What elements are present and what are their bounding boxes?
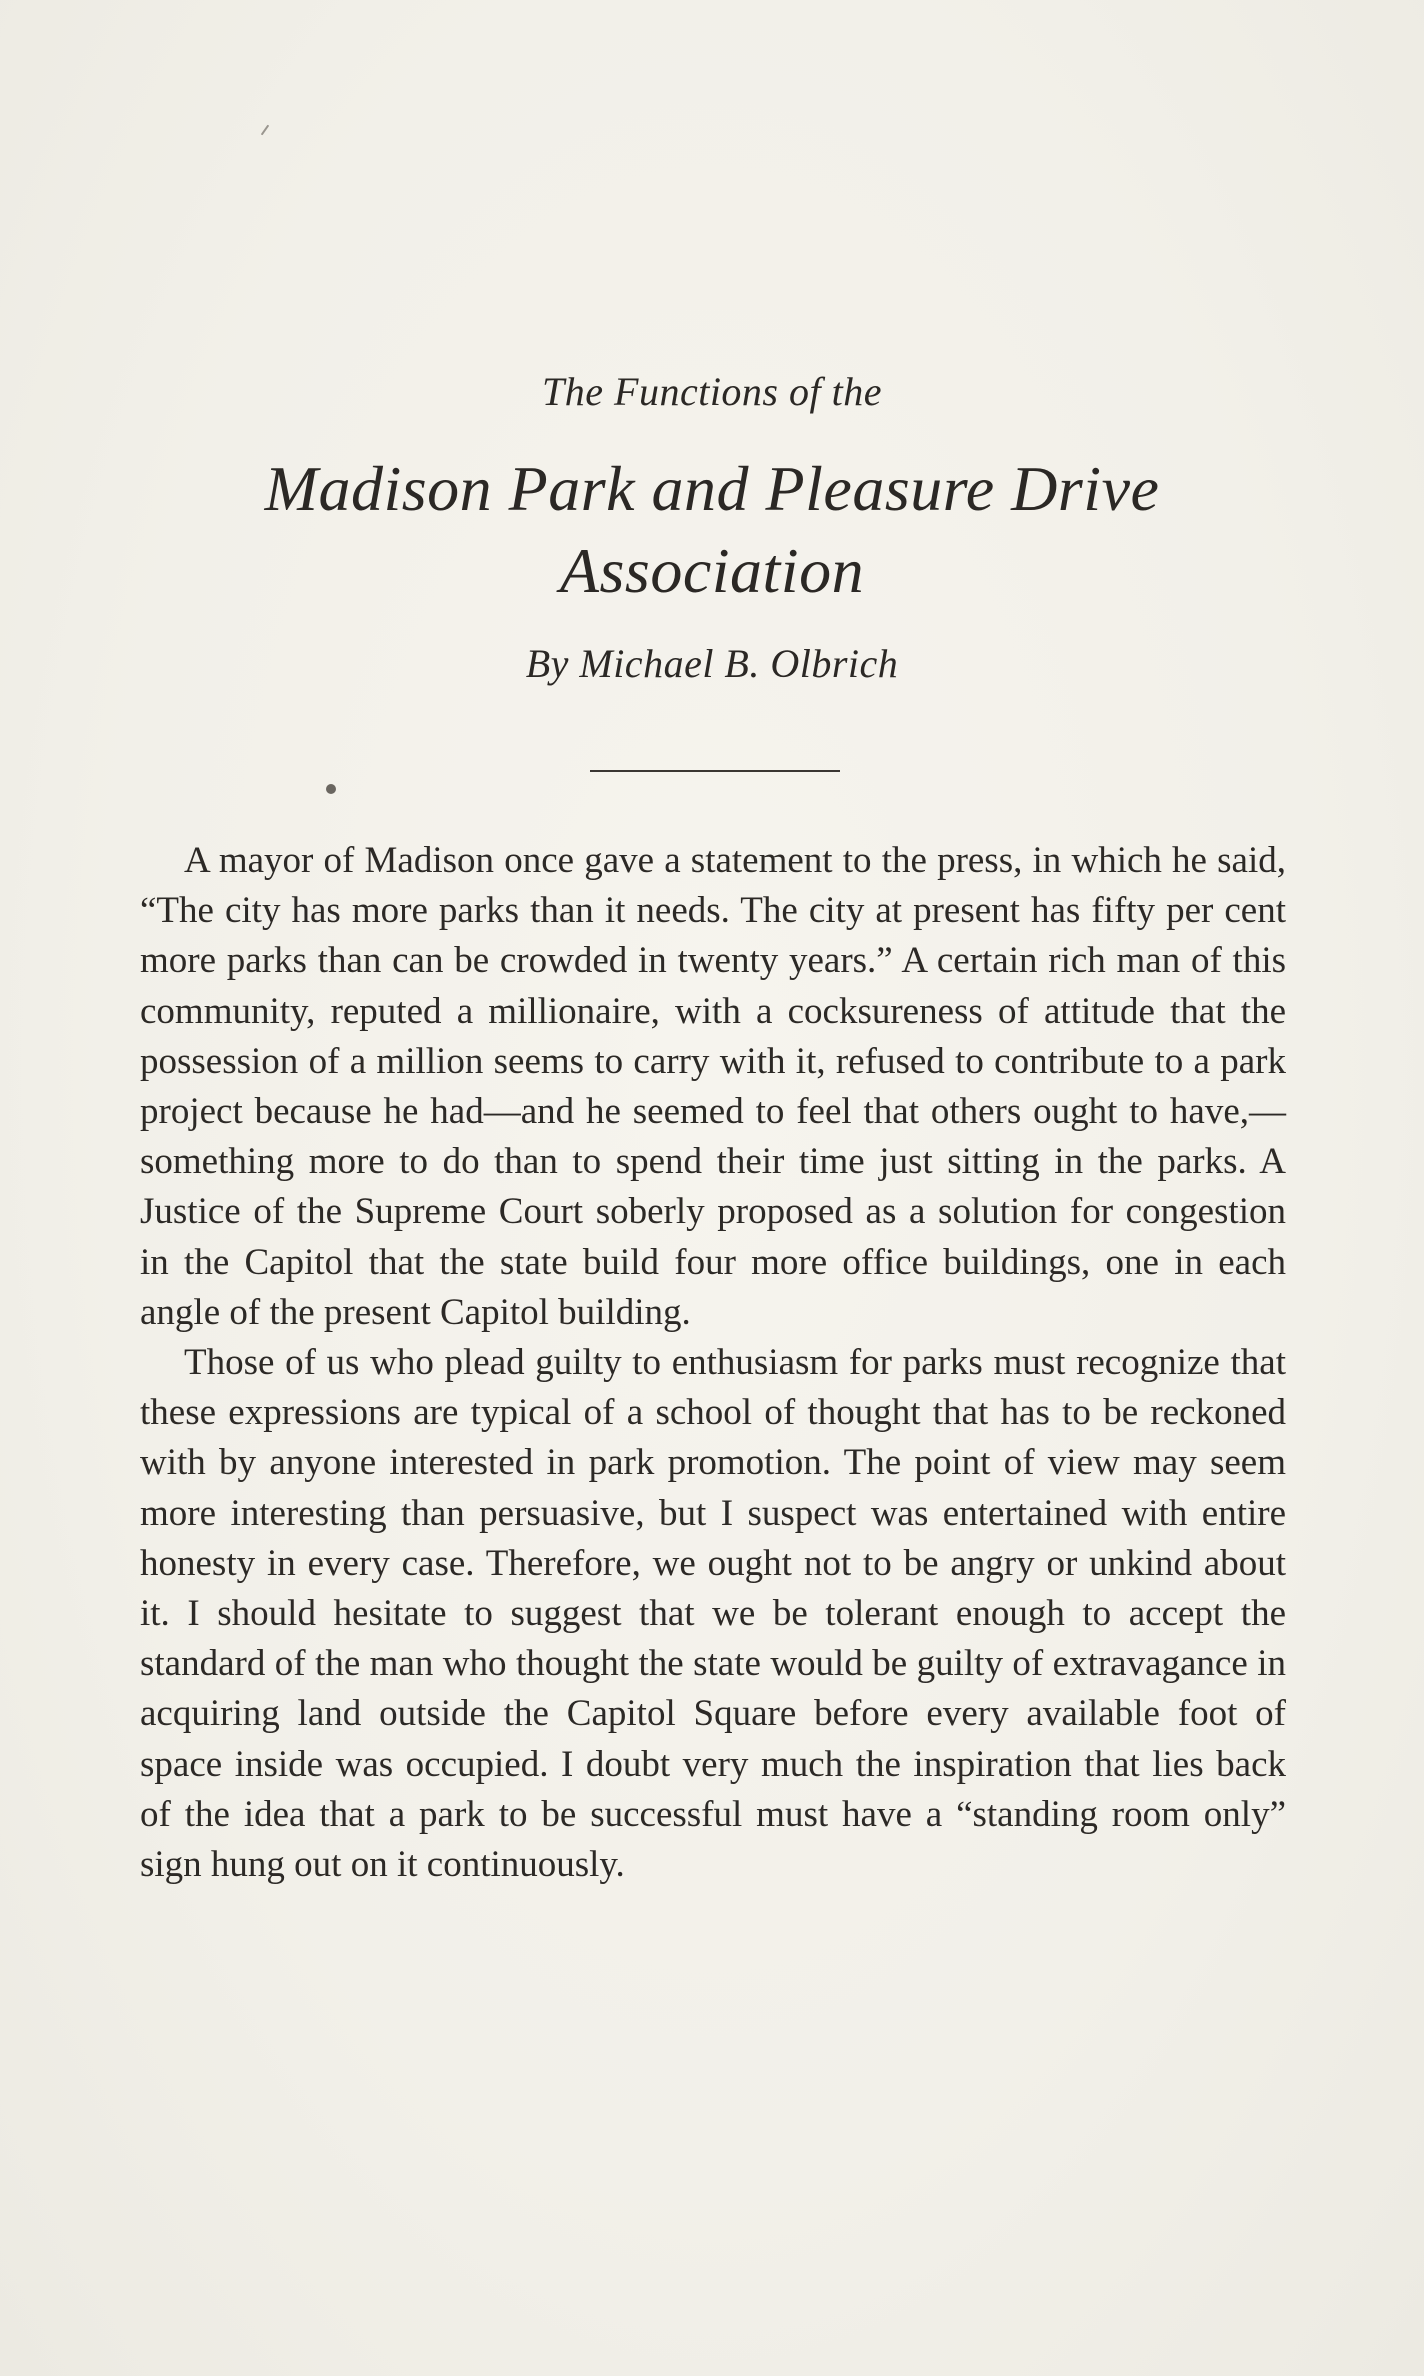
article-byline: By Michael B. Olbrich bbox=[525, 641, 899, 686]
article-title-line-1: Madison Park and Pleasure Drive bbox=[264, 453, 1160, 524]
paragraph: Those of us who plead guilty to enthusiasm for parks must recognize that these expressions are typical of a school of thought that has to be reckoned with by anyone interested in park promotion. The point of view may seem more interesting than persuasive, but I suspect was entertained with entire honesty in every case. Therefore, we ought not to be angry or unkind about it. I should hesitate to suggest that we be tolerant enough to accept the standard of the man who thought the state would be guilty of extravagance in acquiring land outside the Capitol Square before every available foot of space inside was occupied. I doubt very much the inspiration that lies back of the idea that a park to be successful must have a “standing room only” sign hung out on it continuously. bbox=[140, 1342, 1286, 1886]
article-title-line-2: Association bbox=[559, 535, 865, 606]
ink-speck bbox=[326, 784, 336, 794]
article-body bbox=[140, 836, 1286, 1890]
pencil-mark bbox=[261, 125, 270, 136]
article-subtitle: The Functions of the bbox=[542, 369, 882, 414]
article-title bbox=[140, 448, 1284, 612]
paragraph: A mayor of Madison once gave a statement to the press, in which he said, “The city has more parks than it needs. The city at present has fifty per cent more parks than can be crowded in twenty years.” A certain rich man of this community, reputed a millionaire, with a cocksureness of attitude that the possession of a million seems to carry with it, refused to contribute to a park project because he had—and he seemed to feel that others ought to have,—something more to do than to spend their time just sitting in the parks. A Justice of the Supreme Court soberly proposed as a solution for congestion in the Capitol that the state build four more office buildings, one in each angle of the present Capitol building. bbox=[140, 840, 1286, 1333]
title-divider bbox=[590, 770, 840, 772]
